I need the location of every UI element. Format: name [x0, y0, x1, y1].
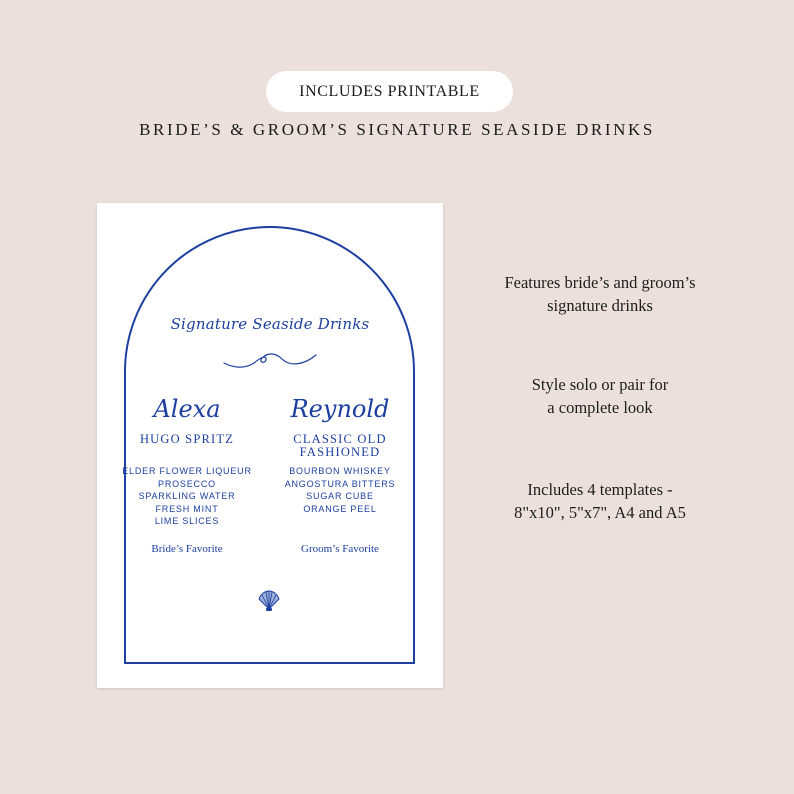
feature-item: [470, 373, 730, 419]
ingredient-item: FRESH MINT: [155, 503, 219, 514]
feature-line: signature drinks: [547, 296, 653, 315]
includes-printable-badge: [266, 71, 513, 112]
feature-item: [470, 271, 730, 317]
squiggle-divider-icon: [222, 349, 318, 371]
bride-name: Alexa: [153, 395, 221, 423]
feature-line: Includes 4 templates -: [527, 480, 673, 499]
bride-ingredient-list: [107, 465, 267, 528]
groom-drink-line1: CLASSIC OLD: [293, 432, 387, 446]
ingredient-item: SUGAR CUBE: [306, 491, 374, 501]
bride-favorite-label: Bride’s Favorite: [151, 543, 223, 555]
bride-drink-name: HUGO SPRITZ: [139, 432, 235, 446]
ingredient-item: PROSECCO: [158, 478, 216, 489]
feature-item: [470, 478, 730, 524]
feature-line: Style solo or pair for: [531, 375, 669, 394]
ingredient-item: LIME SLICES: [154, 516, 220, 526]
groom-drink-line2: FASHIONED: [299, 445, 381, 459]
badge-label: INCLUDES PRINTABLE: [299, 82, 480, 100]
feature-line: 8"x10", 5"x7", A4 and A5: [514, 503, 686, 522]
ingredient-item: BOURBON WHISKEY: [289, 466, 391, 476]
groom-ingredient-list: [260, 465, 420, 515]
groom-favorite-label: Groom’s Favorite: [301, 543, 379, 555]
seashell-icon: [257, 590, 281, 612]
groom-column: [260, 393, 420, 515]
menu-card-preview: [97, 203, 443, 688]
ingredient-item: ELDER FLOWER LIQUEUR: [122, 466, 252, 476]
card-title: Signature Seaside Drinks: [170, 315, 370, 333]
ingredient-item: SPARKLING WATER: [138, 491, 236, 501]
ingredient-item: ORANGE PEEL: [303, 503, 377, 514]
groom-drink-name: [260, 433, 420, 461]
ingredient-item: ANGOSTURA BITTERS: [284, 478, 396, 489]
feature-line: Features bride’s and groom’s: [504, 273, 696, 292]
feature-line: a complete look: [547, 398, 653, 417]
groom-name: Reynold: [290, 395, 390, 423]
bride-column: [107, 393, 267, 528]
page-headline: BRIDE’S & GROOM’S SIGNATURE SEASIDE DRINKS: [139, 120, 655, 139]
